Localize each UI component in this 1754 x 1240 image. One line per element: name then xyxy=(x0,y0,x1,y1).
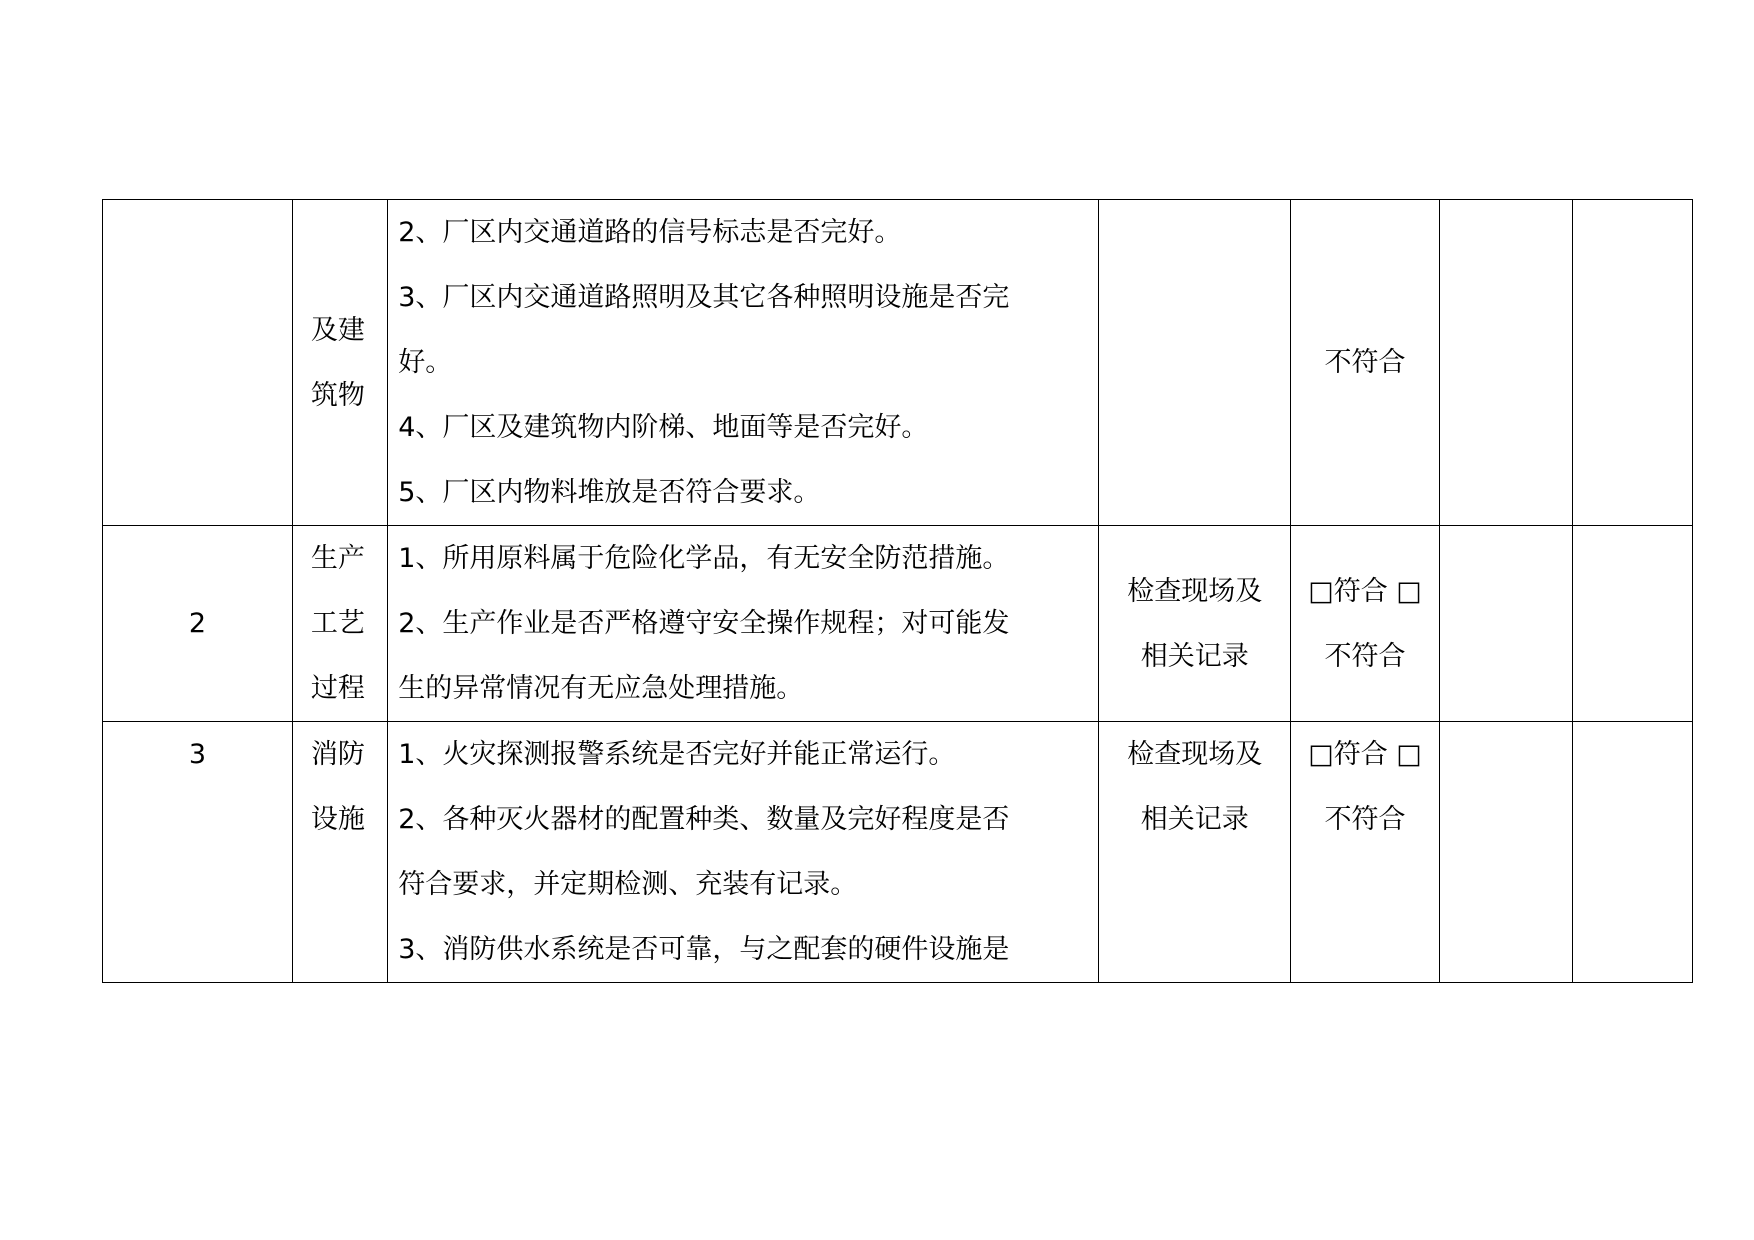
blank-cell xyxy=(1439,722,1573,983)
method-line: 检查现场及 xyxy=(1127,739,1263,770)
method-cell xyxy=(1099,200,1291,526)
check-item: 4、厂区及建筑物内阶梯、地面等是否完好。 xyxy=(398,412,929,443)
check-item: 1、所用原料属于危险化学品，有无安全防范措施。 xyxy=(398,543,1010,574)
result-cell xyxy=(1291,722,1440,983)
category-line: 过程 xyxy=(310,673,365,704)
category-line: 消防 xyxy=(310,739,365,770)
category-line: 筑物 xyxy=(310,379,365,411)
row-number-cell: 2 xyxy=(103,526,293,722)
check-items-cell xyxy=(388,526,1099,722)
method-line: 相关记录 xyxy=(1140,640,1249,672)
check-item: 符合要求，并定期检测、充装有记录。 xyxy=(398,869,858,900)
blank-cell xyxy=(1573,200,1693,526)
result-line: □符合 □ xyxy=(1308,575,1422,607)
category-line: 工艺 xyxy=(310,608,365,639)
check-item: 生的异常情况有无应急处理措施。 xyxy=(398,673,804,704)
result-line: 不符合 xyxy=(1324,347,1406,378)
row-number-cell: 3 xyxy=(103,722,293,983)
result-cell xyxy=(1291,200,1440,526)
blank-cell xyxy=(1439,526,1573,722)
check-item: 3、厂区内交通道路照明及其它各种照明设施是否完 xyxy=(398,282,1010,313)
category-cell xyxy=(292,526,387,722)
method-cell xyxy=(1099,722,1291,983)
blank-cell xyxy=(1573,722,1693,983)
check-item: 3、消防供水系统是否可靠，与之配套的硬件设施是 xyxy=(398,934,1010,965)
table-row xyxy=(103,200,1693,526)
inspection-table xyxy=(102,199,1693,983)
method-line: 相关记录 xyxy=(1140,804,1249,835)
check-item: 2、生产作业是否严格遵守安全操作规程；对可能发 xyxy=(398,608,1010,639)
method-cell xyxy=(1099,526,1291,722)
check-item: 1、火灾探测报警系统是否完好并能正常运行。 xyxy=(398,739,956,770)
check-item: 2、厂区内交通道路的信号标志是否完好。 xyxy=(398,217,902,248)
check-item: 5、厂区内物料堆放是否符合要求。 xyxy=(398,477,821,508)
result-line: 不符合 xyxy=(1324,640,1406,672)
category-line: 设施 xyxy=(310,804,365,835)
category-line: 生产 xyxy=(310,543,365,574)
row-number-cell xyxy=(103,200,293,526)
check-item: 好。 xyxy=(398,347,453,378)
blank-cell xyxy=(1573,526,1693,722)
table-row xyxy=(103,722,1693,983)
check-items-cell xyxy=(388,722,1099,983)
method-line: 检查现场及 xyxy=(1127,575,1263,607)
category-line: 及建 xyxy=(310,314,365,346)
category-cell xyxy=(292,722,387,983)
category-cell xyxy=(292,200,387,526)
result-line: □符合 □ xyxy=(1308,739,1422,770)
check-item: 2、各种灭火器材的配置种类、数量及完好程度是否 xyxy=(398,804,1010,835)
check-items-cell xyxy=(388,200,1099,526)
blank-cell xyxy=(1439,200,1573,526)
result-line: 不符合 xyxy=(1324,804,1406,835)
result-cell xyxy=(1291,526,1440,722)
table-row xyxy=(103,526,1693,722)
